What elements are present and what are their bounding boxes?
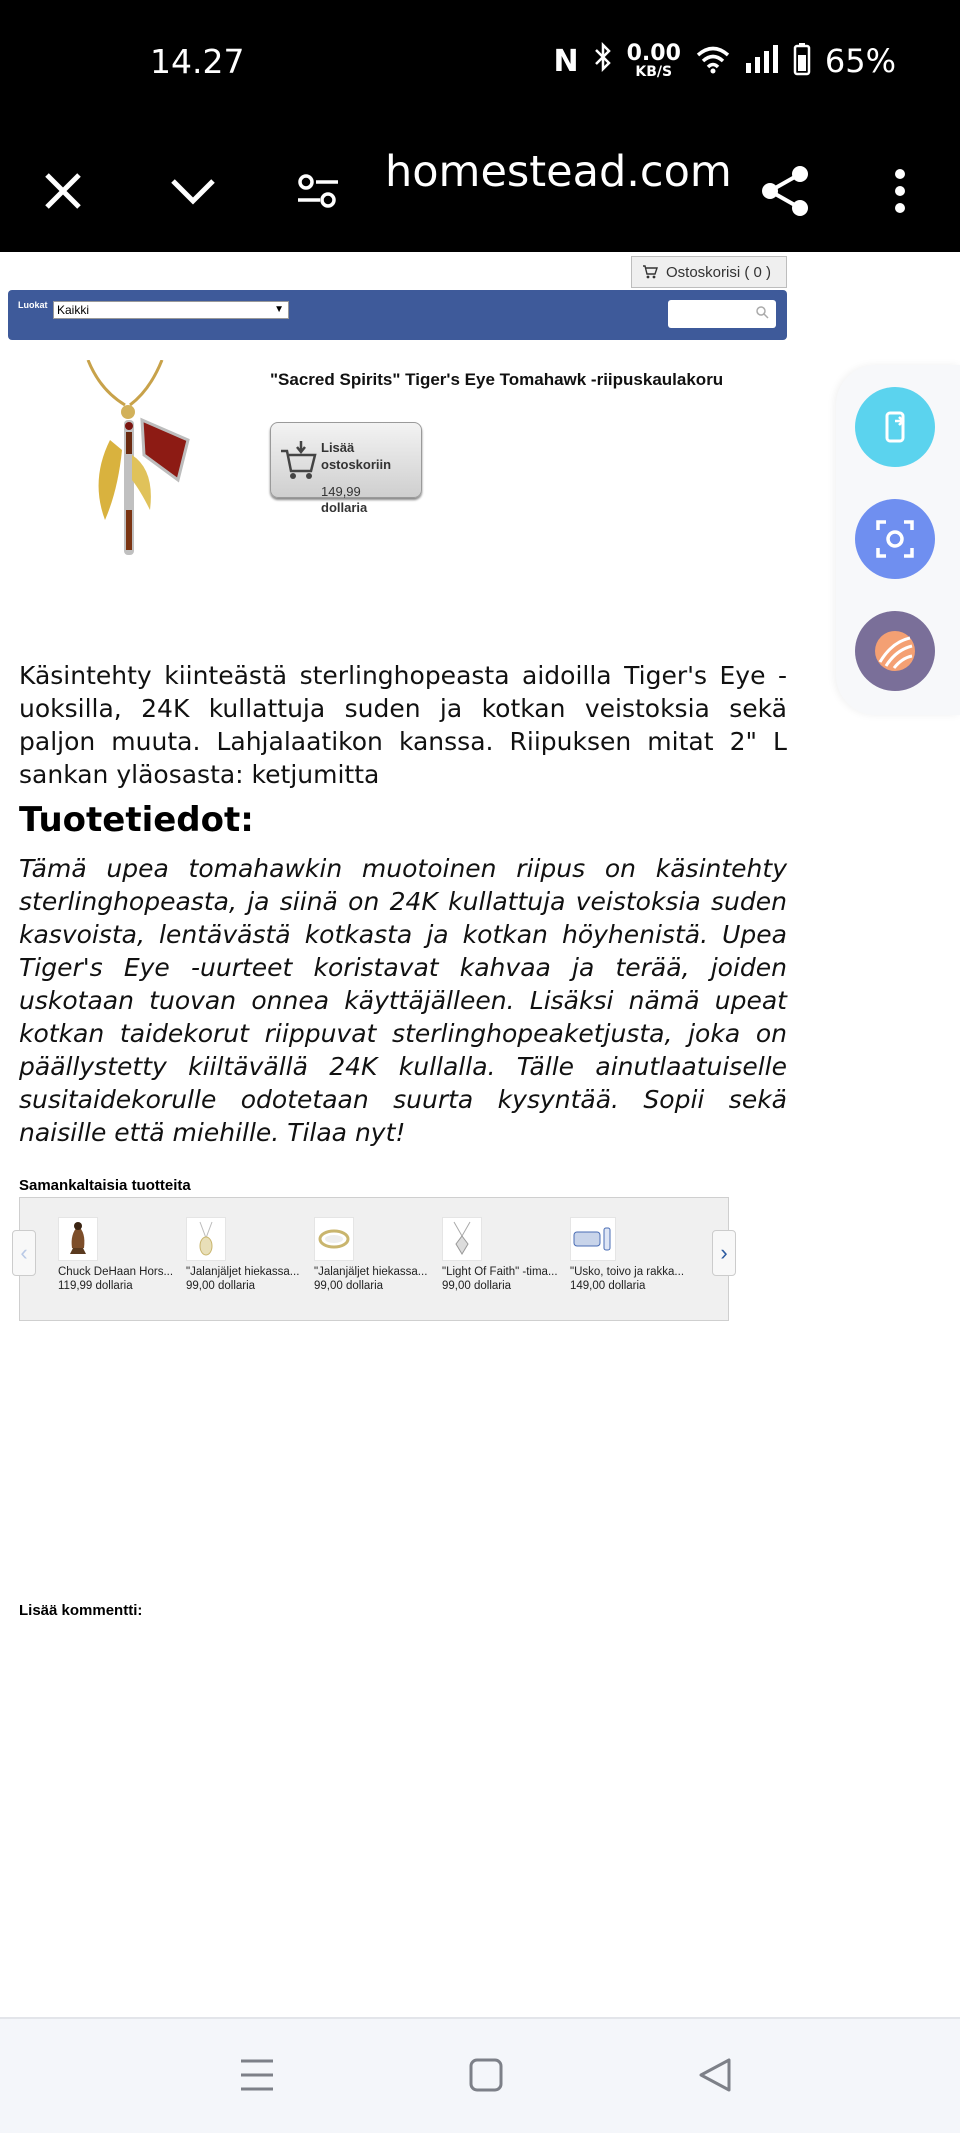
chevron-right-icon: › bbox=[720, 1240, 728, 1265]
category-select[interactable]: Kaikki ▼ bbox=[53, 301, 289, 319]
home-button[interactable] bbox=[461, 2050, 511, 2100]
category-navbar bbox=[8, 290, 787, 340]
more-vertical-icon bbox=[894, 168, 906, 214]
app-logo-icon bbox=[872, 628, 918, 674]
product-details: Tämä upea tomahawkin muotoinen riipus on käsintehty sterlinghopeasta, ja siinä on 24K kullattuja veistoksia suden kasvoista, lentävästä kotkasta ja kotkan höyhenistä. Upea Tiger's Eye -uurteet koristavat kahvaa ja terää, joiden uskotaan tuovan onnea käyttäjälleen. Lisäksi nämä upeat kotkan taidekorut riippuvat sterlinghopeaketjusta, joka on päällystetty kiiltävällä 24K kullalla. Tälle ainutlaatuiselle susitaidekorulle odotetaan suurta kysyntää. Sopii sekä naisille että miehille. Tilaa nyt! bbox=[19, 854, 787, 1147]
home-square-icon bbox=[468, 2057, 504, 2093]
product-description: Käsintehty kiinteästä sterlinghopeasta aidoilla Tiger's Eye -uoksilla, 24K kullattuja suden ja kotkan veistoksia sekä paljon muuta. Lahjalaatikon kanssa. Riipuksen mitat 2" L sankan yläosasta: ketjumitta bbox=[19, 661, 787, 789]
screen-mirror-button[interactable] bbox=[855, 387, 935, 467]
status-icons bbox=[553, 42, 896, 80]
more-button[interactable] bbox=[880, 130, 920, 252]
menu-icon bbox=[239, 2058, 275, 2092]
cart-icon bbox=[642, 264, 658, 280]
url-bar[interactable]: homestead.com bbox=[385, 147, 732, 197]
search-icon bbox=[755, 305, 769, 324]
price-currency: dollaria bbox=[321, 500, 368, 515]
chevron-down-icon: ▼ bbox=[274, 304, 284, 315]
share-button[interactable] bbox=[755, 130, 815, 252]
add-to-cart-label-2: ostoskoriin bbox=[321, 457, 392, 472]
wifi-icon bbox=[695, 44, 731, 78]
carousel-next-button[interactable] bbox=[712, 1230, 736, 1276]
cart-label: Ostoskorisi ( 0 ) bbox=[666, 263, 772, 281]
site-settings-button[interactable] bbox=[293, 130, 343, 252]
battery-icon bbox=[793, 42, 811, 80]
bluetooth-icon bbox=[593, 42, 613, 80]
chevron-left-icon: ‹ bbox=[20, 1240, 28, 1265]
add-comment-label: Lisää kommentti: bbox=[19, 1602, 143, 1619]
search-input[interactable] bbox=[668, 300, 776, 328]
similar-item-image bbox=[314, 1217, 354, 1261]
screenshot-button[interactable] bbox=[855, 499, 935, 579]
similar-item[interactable]: "Jalanjäljet hiekassa... 99,00 dollaria bbox=[314, 1217, 434, 1293]
signal-icon bbox=[745, 45, 779, 77]
share-icon bbox=[758, 164, 812, 218]
app-shortcut-button[interactable] bbox=[855, 611, 935, 691]
similar-item[interactable]: "Jalanjäljet hiekassa... 99,00 dollaria bbox=[186, 1217, 306, 1293]
similar-products-title: Samankaltaisia tuotteita bbox=[19, 1177, 191, 1194]
back-triangle-icon bbox=[697, 2057, 733, 2093]
details-heading: Tuotetiedot: bbox=[19, 800, 254, 840]
similar-item[interactable]: "Light Of Faith" -tima... 99,00 dollaria bbox=[442, 1217, 562, 1293]
tune-icon bbox=[296, 173, 340, 209]
collapse-button[interactable] bbox=[160, 130, 226, 252]
product-image[interactable] bbox=[70, 360, 200, 560]
nfc-icon: N bbox=[553, 43, 579, 79]
cart-button[interactable] bbox=[631, 256, 787, 288]
similar-item[interactable]: "Usko, toivo ja rakka... 149,00 dollaria bbox=[570, 1217, 690, 1293]
product-title: "Sacred Spirits" Tiger's Eye Tomahawk -riipuskaulakoru bbox=[270, 370, 724, 389]
similar-item-image bbox=[58, 1217, 98, 1261]
network-speed: 0.00 KB/S bbox=[626, 41, 681, 80]
add-to-cart-label-1: Lisää bbox=[321, 440, 355, 455]
similar-item-image bbox=[186, 1217, 226, 1261]
similar-item[interactable]: Chuck DeHaan Hors... 119,99 dollaria bbox=[58, 1217, 178, 1293]
close-button[interactable] bbox=[30, 130, 96, 252]
status-bar bbox=[0, 0, 960, 130]
status-time: 14.27 bbox=[150, 42, 245, 81]
carousel-prev-button[interactable] bbox=[12, 1230, 36, 1276]
phone-transfer-icon bbox=[875, 407, 915, 447]
back-button[interactable] bbox=[690, 2050, 740, 2100]
similar-item-image bbox=[442, 1217, 482, 1261]
recent-apps-button[interactable] bbox=[232, 2050, 282, 2100]
categories-label: Luokat bbox=[18, 300, 48, 310]
battery-percent: 65% bbox=[824, 42, 896, 80]
chevron-down-icon bbox=[170, 176, 216, 206]
cart-add-icon bbox=[279, 441, 317, 486]
close-icon bbox=[43, 171, 83, 211]
similar-item-image bbox=[570, 1217, 616, 1261]
screenshot-icon bbox=[874, 518, 916, 560]
price-value: 149,99 bbox=[321, 484, 361, 499]
